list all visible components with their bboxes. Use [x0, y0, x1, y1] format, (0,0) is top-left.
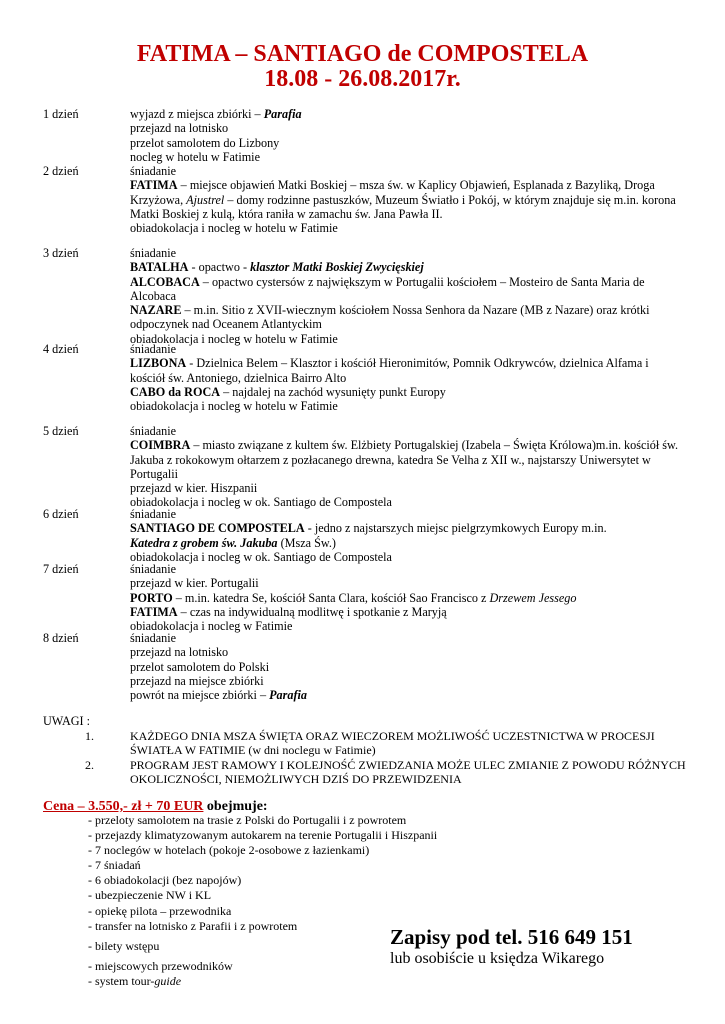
itinerary-line: [130, 246, 680, 260]
day-label: 3 dzień: [43, 246, 79, 260]
itinerary-text: – opactwo cystersów z największym w Portugalii kościołem – Mosteiro de Santa Maria de Alcobaca: [130, 274, 645, 303]
itinerary-line: [130, 303, 680, 332]
note-number: 1.: [85, 729, 94, 743]
itinerary-line: [130, 688, 680, 702]
itinerary-line: [130, 645, 680, 659]
itinerary-text: obiadokolacja i nocleg w Fatimie: [130, 619, 293, 634]
itinerary-text: CABO da ROCA: [130, 384, 221, 399]
itinerary-text: BATALHA: [130, 260, 189, 275]
itinerary-text: obiadokolacja i nocleg w hotelu w Fatimie: [130, 331, 338, 346]
itinerary-text: NAZARE: [130, 303, 182, 318]
itinerary-line: [130, 385, 680, 399]
itinerary-text: przejazd na lotnisko: [130, 121, 229, 136]
itinerary-text: – miasto związane z kultem św. Elżbiety Portugalskiej (Izabela – Święta Królowa)m.in. kościół św. Jakuba z rokokowym ołtarzem z pozłacanego drewna, katedra Se Velha z XII w., najstarszy Uniwersytet w Portugalii: [130, 438, 679, 481]
day-label: 7 dzień: [43, 562, 79, 576]
itinerary-text: obiadokolacja i nocleg w ok. Santiago de Compostela: [130, 549, 392, 564]
included-item: - przejazdy klimatyzowanym autokarem na terenie Portugalii i Hiszpanii: [88, 828, 438, 843]
included-item: - 7 noclegów w hotelach (pokoje 2-osobowe z łazienkami): [88, 843, 370, 858]
itinerary-line: [130, 591, 680, 605]
price-amount: Cena – 3.550,- zł + 70 EUR: [43, 799, 204, 814]
note-item: [85, 758, 705, 787]
itinerary-line: [130, 107, 680, 121]
itinerary-line: [130, 356, 680, 385]
itinerary-text: śniadanie: [130, 164, 177, 178]
day-description: [130, 164, 680, 235]
itinerary-text: śniadanie: [130, 424, 177, 438]
day-description: [130, 107, 680, 164]
day-label: 8 dzień: [43, 631, 79, 645]
itinerary-text: Ajustrel: [186, 192, 225, 207]
itinerary-line: [130, 260, 680, 274]
itinerary-text: - opactwo -: [188, 260, 251, 275]
note-number: 2.: [85, 757, 94, 772]
day-label: 2 dzień: [43, 164, 79, 178]
itinerary-line: [130, 521, 680, 535]
itinerary-text: PORTO: [130, 590, 173, 605]
itinerary-line: [130, 576, 680, 590]
note-item: [85, 729, 705, 758]
itinerary-text: przelot samolotem do Polski: [130, 659, 270, 674]
included-item: - transfer na lotnisko z Parafii i z powrotem: [88, 918, 298, 933]
itinerary-line: [130, 631, 680, 645]
included-item: - 7 śniadań: [88, 858, 141, 873]
itinerary-text: przejazd w kier. Portugalii: [130, 576, 259, 591]
day-description: [130, 246, 680, 346]
day-label: 4 dzień: [43, 342, 79, 356]
itinerary-text: (Msza Św.): [277, 535, 336, 550]
itinerary-text: LIZBONA: [130, 356, 187, 371]
itinerary-text: śniadanie: [130, 342, 177, 356]
itinerary-text: Parafia: [269, 688, 308, 703]
day-label: 5 dzień: [43, 424, 79, 438]
itinerary-text: ALCOBACA: [130, 274, 200, 289]
itinerary-text: śniadanie: [130, 246, 177, 260]
itinerary-text: Parafia: [263, 107, 302, 121]
itinerary-line: [130, 121, 680, 135]
itinerary-text: śniadanie: [130, 507, 177, 521]
itinerary-text: – najdalej na zachód wysunięty punkt Europy: [220, 384, 446, 399]
itinerary-text: śniadanie: [130, 631, 177, 645]
itinerary-text: obiadokolacja i nocleg w hotelu w Fatimie: [130, 221, 338, 236]
notes-list: [85, 729, 705, 786]
itinerary-text: Katedra z grobem św. Jakuba: [130, 535, 278, 550]
itinerary-line: [130, 481, 680, 495]
itinerary-text: – m.in. katedra Se, kościół Santa Clara, kościół Sao Francisco z: [172, 590, 490, 605]
itinerary-line: [130, 507, 680, 521]
note-text: PROGRAM JEST RAMOWY I KOLEJNOŚĆ ZWIEDZANIA MOŻE ULEC ZMIANIE Z POWODU RÓŻNYCH OKOLICZNOŚCI, NIEMOŻLIWYCH DZIŚ DO PRZEWIDZENIA: [130, 757, 686, 786]
itinerary-text: przejazd na miejsce zbiórki: [130, 673, 264, 688]
itinerary-line: [130, 562, 680, 576]
itinerary-text: SANTIAGO DE COMPOSTELA: [130, 521, 305, 536]
included-item: - opiekę pilota – przewodnika: [88, 903, 232, 918]
price-suffix: obejmuje:: [203, 799, 268, 814]
itinerary-line: [130, 424, 680, 438]
itinerary-line: [130, 399, 680, 413]
signup-note: lub osobiście u księdza Wikarego: [390, 950, 605, 967]
day-description: [130, 342, 680, 413]
itinerary-line: [130, 150, 680, 164]
itinerary-line: [130, 536, 680, 550]
itinerary-text: - Dzielnica Belem – Klasztor i kościół Hieronimitów, Pomnik Odkrywców, dzielnica Alfama i kościół św. Antoniego, dzielnica Bairro Alto: [130, 356, 649, 385]
itinerary-line: [130, 438, 680, 481]
itinerary-line: [130, 342, 680, 356]
itinerary-text: - jedno z najstarszych miejsc pielgrzymkowych Europy m.in.: [304, 521, 607, 536]
itinerary-text: – czas na indywidualną modlitwę i spotkanie z Maryją: [177, 604, 447, 619]
itinerary-text: nocleg w hotelu w Fatimie: [130, 149, 260, 164]
itinerary-text: – m.in. Sitio z XVII-wiecznym kościołem Nossa Senhora da Nazare (MB z Nazare) oraz krótki odpoczynek nad Oceanem Atlantyckim: [130, 303, 650, 332]
itinerary-text: przelot samolotem do Lizbony: [130, 135, 280, 150]
itinerary-text: śniadanie: [130, 562, 177, 576]
itinerary-line: [130, 275, 680, 304]
itinerary-text: FATIMA: [130, 178, 178, 193]
itinerary-text: przejazd w kier. Hiszpanii: [130, 481, 258, 496]
trip-dates: 18.08 - 26.08.2017r.: [264, 66, 461, 92]
notes-heading: UWAGI :: [43, 714, 91, 728]
itinerary-line: [130, 674, 680, 688]
signup-box: [390, 925, 633, 969]
day-description: [130, 562, 680, 633]
itinerary-text: – miejsce objawień Matki Boskiej – msza św. w Kaplicy Objawień, Esplanada z Bazyliką, Droga Krzyżowa,: [130, 178, 655, 207]
included-item: - miejscowych przewodników: [88, 958, 233, 973]
day-description: [130, 424, 680, 510]
page-title: FATIMA – SANTIAGO de COMPOSTELA: [136, 41, 589, 67]
day-description: [130, 631, 680, 702]
itinerary-text: powrót na miejsce zbiórki –: [130, 688, 270, 703]
included-item: - przeloty samolotem na trasie z Polski do Portugalii i z powrotem: [88, 813, 407, 827]
included-item: - 6 obiadokolacji (bez napojów): [88, 873, 242, 888]
day-label: 1 dzień: [43, 107, 79, 121]
itinerary-text: obiadokolacja i nocleg w ok. Santiago de Compostela: [130, 495, 392, 510]
itinerary-text: obiadokolacja i nocleg w hotelu w Fatimie: [130, 399, 338, 414]
itinerary-text: wyjazd z miejsca zbiórki –: [130, 107, 264, 121]
itinerary-text: przejazd na lotnisko: [130, 645, 229, 660]
itinerary-text: Drzewem Jessego: [489, 590, 577, 605]
note-text: KAŻDEGO DNIA MSZA ŚWIĘTA ORAZ WIECZOREM MOŻLIWOŚĆ UCZESTNICTWA W PROCESJI ŚWIATŁA W FATIMIE (w dni noclegu w Fatimie): [130, 729, 655, 758]
included-item: [88, 974, 437, 989]
itinerary-line: [130, 136, 680, 150]
itinerary-line: [130, 660, 680, 674]
itinerary-line: [130, 164, 680, 178]
day-label: 6 dzień: [43, 507, 79, 521]
included-item-text: - system tour-guide: [88, 973, 182, 988]
itinerary-line: [130, 605, 680, 619]
day-description: [130, 507, 680, 564]
itinerary-line: [130, 178, 680, 221]
itinerary-text: klasztor Matki Boskiej Zwycięskiej: [250, 260, 424, 275]
signup-phone: Zapisy pod tel. 516 649 151: [390, 925, 633, 949]
itinerary-text: – domy rodzinne pastuszków, Muzeum Światło i Pokój, w którym znajduje się m.in. korona Matki Boskiej z kulą, która raniła w zamachu św. Jana Pawła II.: [130, 192, 676, 221]
itinerary-text: COIMBRA: [130, 438, 191, 453]
itinerary-line: [130, 221, 680, 235]
included-item: - bilety wstępu: [88, 938, 160, 953]
included-item: - ubezpieczenie NW i KL: [88, 888, 212, 903]
included-list: [88, 813, 437, 989]
itinerary-text: FATIMA: [130, 604, 178, 619]
